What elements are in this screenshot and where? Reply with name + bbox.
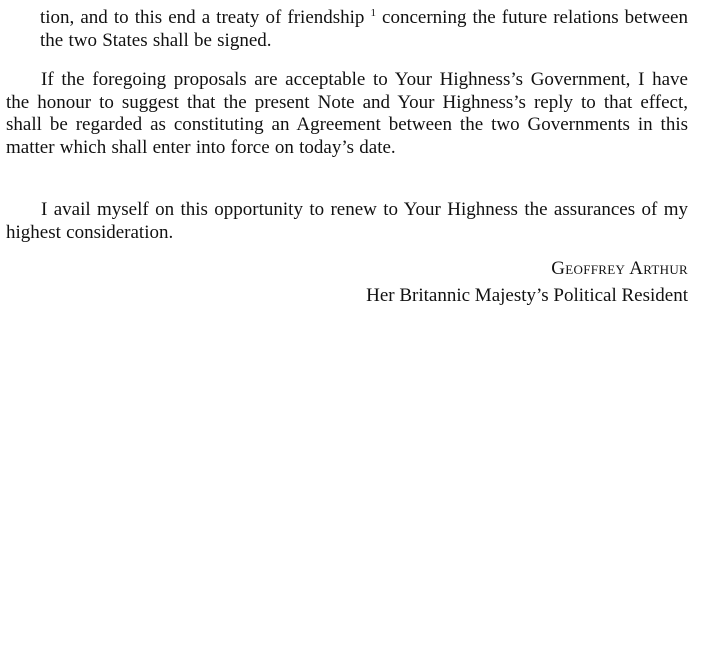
signatory-name: Geoffrey Arthur	[551, 258, 688, 279]
signatory-title: Her Britannic Majesty’s Political Resident	[366, 285, 688, 306]
continuation-text-end: concerning the future relations between the two States shall be signed.	[40, 7, 688, 51]
closing-paragraph: I avail myself on this opportunity to renew to Your Highness the assurances of my highest consideration.	[6, 199, 688, 243]
continuation-paragraph	[40, 7, 688, 52]
proposal-paragraph: If the foregoing proposals are acceptable to Your Highness’s Government, I have the honour to suggest that the present Note and Your Highness’s reply to that effect, shall be regarded as constituting an Agreement between the two Governments in this matter which shall enter into force on today’s date.	[6, 69, 688, 158]
continuation-text-start: tion, and to this end a treaty of friendship	[40, 7, 365, 28]
footnote-marker: 1	[370, 7, 376, 19]
